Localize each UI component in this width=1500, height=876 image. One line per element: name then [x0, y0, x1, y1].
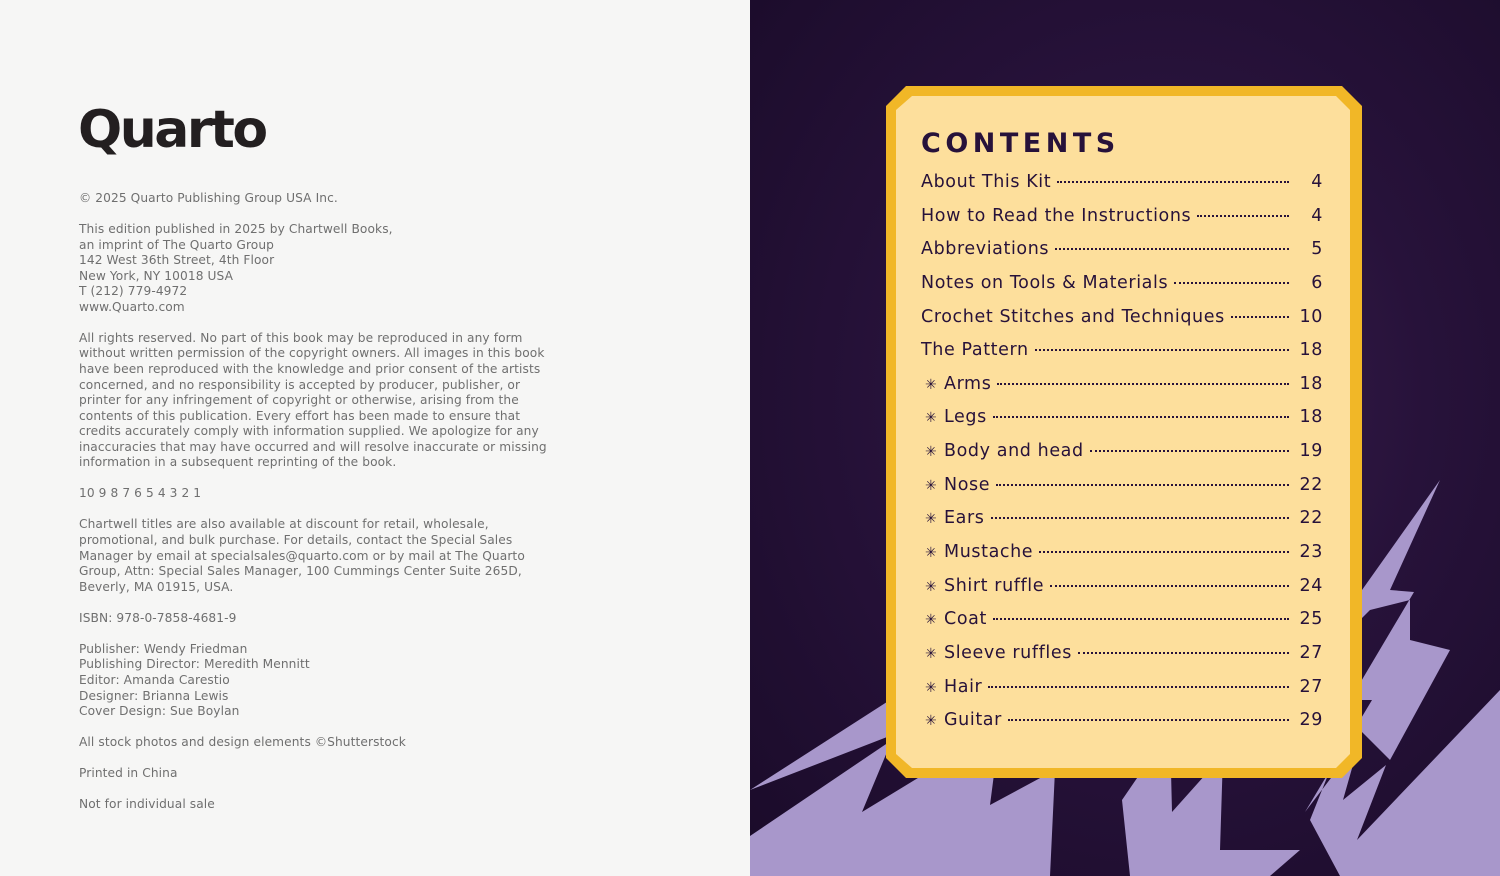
contents-entry: [921, 508, 1323, 542]
imprint-paragraph: Publisher: Wendy Friedman Publishing Director: Meredith Mennitt Editor: Amanda Carestio Designer: Brianna Lewis Cover Design: Sue Boylan: [79, 641, 310, 719]
dot-leader: [988, 686, 1289, 688]
contents-entry-page: 22: [1299, 474, 1323, 495]
contents-entry: [921, 542, 1323, 576]
contents-entry-label: Abbreviations: [921, 239, 1050, 260]
contents-title: CONTENTS: [921, 128, 1120, 159]
contents-entry-page: 4: [1311, 205, 1323, 226]
dot-leader: [1197, 215, 1289, 217]
dot-leader: [997, 383, 1289, 385]
contents-entry-label: About This Kit: [921, 172, 1052, 192]
asterisk-bullet-icon: ✳: [925, 645, 938, 662]
contents-entry-label: Ears: [944, 508, 985, 529]
contents-entry-label: Hair: [944, 676, 983, 697]
dot-leader: [1035, 349, 1289, 351]
asterisk-bullet-icon: ✳: [925, 578, 938, 595]
contents-entry-label: The Pattern: [921, 340, 1029, 361]
imprint-paragraph: ISBN: 978-0-7858-4681-9: [79, 610, 237, 625]
contents-entry-page: 18: [1299, 373, 1323, 394]
dot-leader: [993, 416, 1289, 418]
contents-entry: [921, 273, 1323, 307]
contents-entry-page: 25: [1299, 609, 1323, 630]
contents-entry-label: Coat: [944, 609, 987, 630]
contents-list: [921, 172, 1323, 744]
asterisk-bullet-icon: ✳: [925, 376, 938, 393]
dot-leader: [1231, 316, 1289, 318]
asterisk-bullet-icon: ✳: [925, 410, 938, 427]
contents-entry: [921, 407, 1323, 441]
contents-entry-page: 29: [1299, 710, 1323, 731]
imprint-paragraph: All stock photos and design elements ©Shutterstock: [79, 735, 406, 750]
contents-entry-page: 18: [1299, 407, 1323, 428]
contents-entry-label: Nose: [944, 474, 991, 495]
contents-entry: [921, 677, 1323, 711]
dot-leader: [1008, 719, 1289, 721]
contents-entry: [921, 374, 1323, 408]
contents-entry-page: 24: [1299, 575, 1323, 596]
dot-leader: [1090, 450, 1289, 452]
contents-entry-label: Sleeve ruffles: [944, 642, 1072, 663]
contents-entry: [921, 609, 1323, 643]
contents-entry: [921, 172, 1323, 206]
dot-leader: [996, 484, 1289, 486]
copyright-imprint: [79, 191, 599, 828]
dot-leader: [1039, 551, 1289, 553]
dot-leader: [991, 517, 1290, 519]
dot-leader: [1057, 181, 1289, 183]
contents-entry-label: Body and head: [944, 441, 1084, 462]
contents-entry-page: 27: [1299, 642, 1323, 663]
imprint-paragraph: Chartwell titles are also available at discount for retail, wholesale, promotional, and bulk purchase. For details, contact the Special Sales Manager by email at specialsales@quarto.com or by mail at The Quarto Group, Attn: Special Sales Manager, 100 Cummings Center Suite 265D, Beverly, MA 01915, USA.: [79, 517, 525, 594]
contents-entry-label: How to Read the Instructions: [921, 205, 1192, 226]
imprint-paragraph: Printed in China: [79, 766, 178, 781]
contents-entry-page: 10: [1299, 306, 1323, 327]
quarto-logo: Quarto: [78, 100, 266, 160]
contents-entry-label: Guitar: [944, 710, 1002, 731]
dot-leader: [1050, 585, 1289, 587]
contents-entry-page: 6: [1311, 272, 1323, 293]
dot-leader: [1078, 652, 1289, 654]
asterisk-bullet-icon: ✳: [925, 444, 938, 461]
contents-entry-label: Mustache: [944, 542, 1034, 563]
imprint-paragraph: Not for individual sale: [79, 797, 215, 812]
asterisk-bullet-icon: ✳: [925, 545, 938, 562]
contents-entry: [921, 340, 1323, 374]
imprint-paragraph: 10 9 8 7 6 5 4 3 2 1: [79, 486, 202, 501]
imprint-paragraph: © 2025 Quarto Publishing Group USA Inc.: [79, 191, 338, 205]
imprint-paragraph: All rights reserved. No part of this book may be reproduced in any form without written permission of the copyright owners. All images in this book have been reproduced with the knowledge and prior consent of the artists concerned, and no responsibility is accepted by producer, publisher, or printer for any infringement of copyright or otherwise, arising from the contents of this publication. Every effort has been made to ensure that credits accurately comply with information supplied. We apologize for any inaccuracies that may have occurred and will resolve inaccurate or missing information in a subsequent reprinting of the book.: [79, 330, 547, 470]
contents-entry: [921, 710, 1323, 744]
contents-entry-page: 22: [1299, 508, 1323, 529]
dot-leader: [1174, 282, 1289, 284]
contents-entry: [921, 576, 1323, 610]
contents-entry: [921, 441, 1323, 475]
contents-entry-page: 18: [1299, 340, 1323, 361]
asterisk-bullet-icon: ✳: [925, 612, 938, 629]
contents-entry: [921, 307, 1323, 341]
contents-entry: [921, 643, 1323, 677]
contents-entry-page: 27: [1299, 676, 1323, 697]
asterisk-bullet-icon: ✳: [925, 713, 938, 730]
contents-entry-label: Crochet Stitches and Techniques: [921, 306, 1225, 327]
imprint-paragraph: This edition published in 2025 by Chartwell Books, an imprint of The Quarto Group 142 West 36th Street, 4th Floor New York, NY 10018 USA T (212) 779-4972 www.Quarto.com: [79, 222, 393, 314]
contents-entry-label: Arms: [944, 373, 992, 394]
asterisk-bullet-icon: ✳: [925, 511, 938, 528]
contents-entry-page: 4: [1311, 172, 1323, 192]
contents-entry: [921, 239, 1323, 273]
asterisk-bullet-icon: ✳: [925, 679, 938, 696]
dot-leader: [1055, 248, 1289, 250]
contents-entry-page: 19: [1299, 441, 1323, 462]
contents-entry-label: Notes on Tools & Materials: [921, 272, 1169, 293]
contents-entry-page: 23: [1299, 542, 1323, 563]
contents-entry-label: Legs: [944, 407, 987, 428]
contents-entry: [921, 206, 1323, 240]
asterisk-bullet-icon: ✳: [925, 477, 938, 494]
dot-leader: [993, 618, 1289, 620]
contents-entry: [921, 475, 1323, 509]
contents-entry-page: 5: [1311, 239, 1323, 260]
contents-entry-label: Shirt ruffle: [944, 575, 1045, 596]
